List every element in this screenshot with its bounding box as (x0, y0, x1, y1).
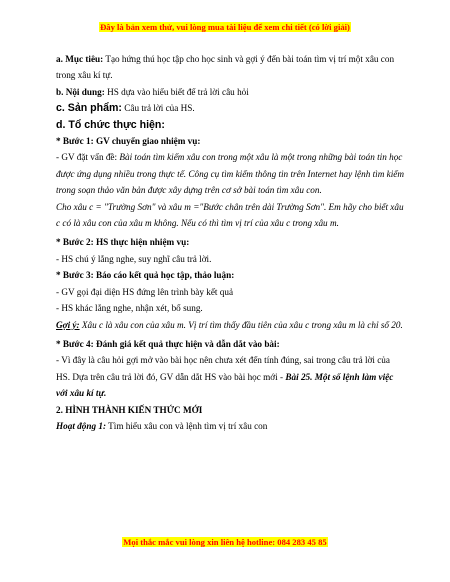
lesson-title: Bài 25. Một số lệnh làm việc với xâu kí tự. (56, 371, 394, 399)
content-label: b. Nội dung: (56, 86, 105, 97)
product-label: c. Sản phẩm: (56, 102, 122, 115)
hotline-text: Mọi thắc mắc vui lòng xin liên hệ hotline: 084 283 45 85 (123, 537, 327, 547)
step1-example: Cho xâu c = "Trường Sơn" và xâu m ="Bước chân trên dài Trường Sơn". Em hãy cho biết xâu c có là xâu con của xâu m không. Nếu có thì tìm vị trí của xâu c trong xâu m. (56, 201, 404, 229)
step3-heading: * Bước 3: Báo cáo kết quả học tập, thảo luận: (56, 270, 235, 281)
product-paragraph (56, 100, 404, 116)
activity1-label: Hoạt động 1: (56, 420, 107, 431)
hint-text: Xâu c là xâu con của xâu m. Vị trí tìm thấy đầu tiên của xâu c trong xâu m là chỉ số 20. (79, 319, 403, 330)
step1-heading: * Bước 1: GV chuyển giao nhiệm vụ: (56, 136, 201, 147)
hint-paragraph (56, 317, 404, 333)
product-text: Câu trả lời của HS. (121, 103, 195, 114)
content-paragraph (56, 84, 404, 100)
step1-intro-italic: Bài toán tìm kiếm xâu con trong một xâu là một trong những bài toán tin học được ứng dụng nhiều trong thực tế. Công cụ tìm kiếm thông tin trên Internet hay lệnh tìm kiếm trong soạn thảo văn bản được xây dựng trên cơ sở bài toán tìm xâu con. (56, 152, 404, 196)
activity1-paragraph (56, 418, 404, 434)
objective-text: Tạo hứng thú học tập cho học sinh và gợi ý đến bài toán tìm vị trí một xâu con trong xâu kí tự. (56, 54, 395, 81)
step3-line2: - HS khác lắng nghe, nhận xét, bổ sung. (56, 303, 203, 314)
step1-intro-label: - GV đặt vấn đề: (56, 152, 120, 163)
organization-label: d. Tổ chức thực hiện: (56, 118, 165, 131)
step3-line1: - GV gọi đại diện HS đứng lên trình bày kết quả (56, 286, 234, 297)
document-body (56, 51, 404, 434)
step2-heading: * Bước 2: HS thực hiện nhiệm vụ: (56, 237, 190, 248)
section2-heading: 2. HÌNH THÀNH KIẾN THỨC MỚI (56, 404, 203, 415)
hint-label: Gợi ý: (56, 319, 80, 330)
objective-label: a. Mục tiêu: (56, 54, 104, 64)
hotline-banner (0, 537, 450, 547)
step4-text: - Vì đây là câu hỏi gợi mở vào bài học nên chưa xét đến tính đúng, sai trong câu trả lời của HS. Dựa trên câu trả lời đó, GV dẫn dắt HS vào bài học mới - (56, 355, 390, 382)
preview-notice-text: Đây là bản xem thử, vui lòng mua tài liệu để xem chi tiết (có lời giải) (100, 22, 350, 32)
content-text: HS dựa vào hiểu biết để trả lời câu hỏi (104, 86, 249, 97)
step2-line1: - HS chú ý lắng nghe, suy nghĩ câu trả lời. (56, 253, 212, 264)
step4-paragraph (56, 352, 404, 401)
organization-heading (56, 117, 404, 133)
preview-notice-banner (0, 22, 450, 32)
objective-paragraph (56, 51, 404, 84)
step4-heading: * Bước 4: Đánh giá kết quả thực hiện và dẫn dắt vào bài: (56, 338, 280, 349)
step1-intro-paragraph (56, 149, 404, 198)
activity1-text: Tìm hiểu xâu con và lệnh tìm vị trí xâu con (106, 420, 268, 431)
